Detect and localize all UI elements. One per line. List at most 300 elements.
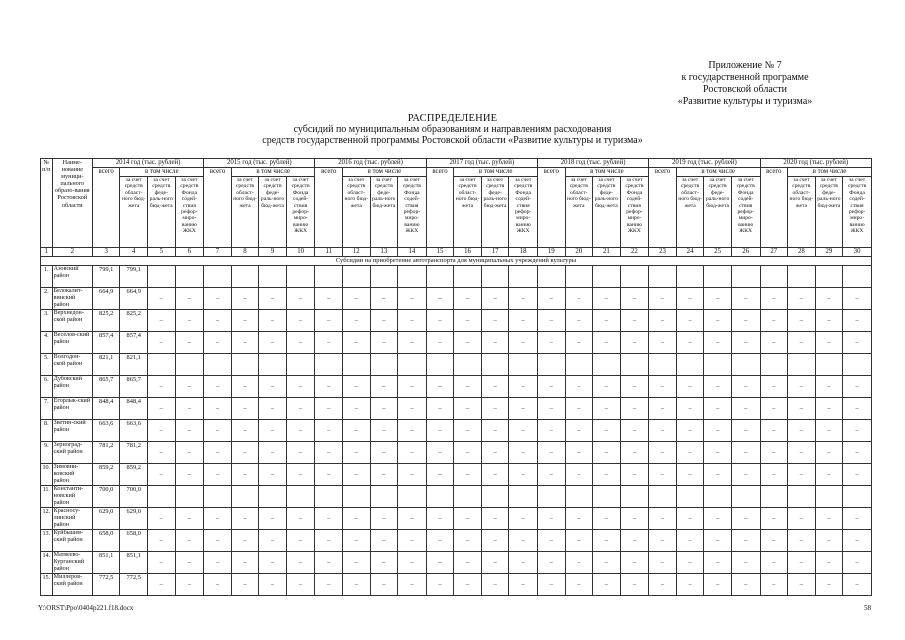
empty-cell: – — [565, 508, 593, 530]
empty-cell: – — [370, 442, 398, 464]
empty-cell: – — [231, 420, 259, 442]
empty-cell: – — [315, 508, 343, 530]
empty-cell — [315, 354, 343, 376]
empty-cell: – — [148, 508, 176, 530]
incl-header: в том числе — [120, 168, 204, 177]
column-number: 16 — [454, 248, 482, 257]
empty-cell: – — [398, 552, 427, 574]
empty-cell: – — [343, 332, 371, 354]
empty-cell — [148, 266, 176, 288]
empty-cell: – — [731, 332, 760, 354]
source-header: за счет средств Фонда содей-ствия рефор-миро-ванию ЖКХ — [620, 177, 649, 248]
source-header: за счет средств феде-раль-ного бюд-жета — [704, 177, 732, 248]
empty-cell — [454, 486, 482, 508]
empty-cell: – — [620, 420, 649, 442]
row-number: 10. — [41, 464, 53, 486]
empty-cell: – — [760, 530, 788, 552]
column-number: 23 — [649, 248, 677, 257]
source-header: за счет средств област-ного бюд-жета — [454, 177, 482, 248]
year-header: 2014 год (тыс. рублей) — [92, 159, 203, 168]
row-number: 3. — [41, 310, 53, 332]
empty-cell: – — [537, 288, 565, 310]
column-number: 18 — [509, 248, 538, 257]
empty-cell: – — [565, 464, 593, 486]
row-regional: 700,0 — [120, 486, 148, 508]
column-number: 2 — [52, 248, 92, 257]
empty-cell: – — [815, 376, 843, 398]
empty-cell: – — [315, 420, 343, 442]
empty-cell — [398, 486, 427, 508]
distribution-table — [40, 158, 872, 596]
empty-cell: – — [788, 332, 816, 354]
table-row — [41, 310, 872, 332]
empty-cell: – — [481, 398, 509, 420]
empty-cell: – — [731, 288, 760, 310]
empty-cell: – — [565, 530, 593, 552]
empty-cell: – — [704, 420, 732, 442]
empty-cell: – — [760, 420, 788, 442]
empty-cell: – — [649, 508, 677, 530]
empty-cell: – — [565, 552, 593, 574]
row-total: 781,2 — [92, 442, 120, 464]
annex-line: Ростовской области — [703, 84, 787, 95]
empty-cell: – — [175, 310, 204, 332]
empty-cell: – — [454, 332, 482, 354]
empty-cell: – — [788, 288, 816, 310]
empty-cell: – — [370, 552, 398, 574]
empty-cell: – — [175, 464, 204, 486]
empty-cell — [815, 354, 843, 376]
empty-cell: – — [676, 530, 704, 552]
row-regional: 799,1 — [120, 266, 148, 288]
empty-cell: – — [481, 442, 509, 464]
empty-cell: – — [788, 376, 816, 398]
municipality-name: Зерноград-ский район — [52, 442, 92, 464]
empty-cell — [676, 266, 704, 288]
empty-cell — [843, 486, 872, 508]
empty-cell: – — [259, 552, 287, 574]
total-header: всего — [204, 168, 232, 248]
municipality-name: Зимовни-ковский район — [52, 464, 92, 486]
empty-cell — [620, 266, 649, 288]
empty-cell: – — [731, 530, 760, 552]
empty-cell: – — [676, 332, 704, 354]
empty-cell: – — [593, 288, 621, 310]
column-number: 27 — [760, 248, 788, 257]
empty-cell: – — [620, 464, 649, 486]
empty-cell: – — [286, 420, 315, 442]
empty-cell: – — [843, 420, 872, 442]
annex-block — [635, 60, 855, 108]
empty-cell: – — [259, 332, 287, 354]
total-header: всего — [426, 168, 454, 248]
empty-cell: – — [537, 398, 565, 420]
empty-cell: – — [175, 552, 204, 574]
empty-cell: – — [704, 398, 732, 420]
empty-cell: – — [537, 332, 565, 354]
source-header: за счет средств област-ного бюд-жета — [343, 177, 371, 248]
municipality-name: Веселов-ский район — [52, 332, 92, 354]
empty-cell: – — [315, 442, 343, 464]
empty-cell: – — [676, 552, 704, 574]
empty-cell: – — [704, 310, 732, 332]
empty-cell: – — [815, 464, 843, 486]
empty-cell: – — [620, 508, 649, 530]
empty-cell: – — [788, 420, 816, 442]
empty-cell: – — [620, 376, 649, 398]
document-heading — [0, 113, 905, 146]
empty-cell: – — [509, 332, 538, 354]
source-header: за счет средств Фонда содей-ствия рефор-миро-ванию ЖКХ — [509, 177, 538, 248]
empty-cell: – — [426, 376, 454, 398]
empty-cell — [148, 486, 176, 508]
empty-cell: – — [454, 552, 482, 574]
empty-cell: – — [731, 464, 760, 486]
empty-cell: – — [731, 310, 760, 332]
incl-header: в том числе — [231, 168, 315, 177]
empty-cell: – — [426, 530, 454, 552]
empty-cell: – — [148, 420, 176, 442]
year-header: 2016 год (тыс. рублей) — [315, 159, 426, 168]
empty-cell: – — [148, 552, 176, 574]
empty-cell: – — [843, 508, 872, 530]
empty-cell: – — [509, 420, 538, 442]
empty-cell: – — [649, 464, 677, 486]
column-number: 13 — [370, 248, 398, 257]
empty-cell — [370, 266, 398, 288]
empty-cell: – — [204, 332, 232, 354]
empty-cell: – — [620, 442, 649, 464]
empty-cell: – — [815, 332, 843, 354]
empty-cell: – — [259, 288, 287, 310]
source-header: за счет средств феде-раль-ного бюд-жета — [815, 177, 843, 248]
empty-cell: – — [204, 398, 232, 420]
empty-cell: – — [426, 398, 454, 420]
empty-cell: – — [286, 552, 315, 574]
empty-cell: – — [509, 288, 538, 310]
empty-cell — [370, 486, 398, 508]
table-row — [41, 376, 872, 398]
empty-cell: – — [760, 398, 788, 420]
row-regional: 851,1 — [120, 552, 148, 574]
row-number: 14. — [41, 552, 53, 574]
column-number: 20 — [565, 248, 593, 257]
source-header: за счет средств Фонда содей-ствия рефор-миро-ванию ЖКХ — [731, 177, 760, 248]
empty-cell: – — [343, 442, 371, 464]
row-number: 12. — [41, 508, 53, 530]
empty-cell: – — [481, 310, 509, 332]
empty-cell — [231, 486, 259, 508]
empty-cell — [843, 354, 872, 376]
file-path: Y:\ORST\Ppo\0404p221.f18.docx — [38, 604, 134, 612]
empty-cell: – — [649, 376, 677, 398]
empty-cell: – — [259, 310, 287, 332]
empty-cell: – — [231, 310, 259, 332]
empty-cell: – — [370, 376, 398, 398]
empty-cell: – — [788, 310, 816, 332]
empty-cell: – — [398, 288, 427, 310]
source-header: за счет средств Фонда содей-ствия рефор-миро-ванию ЖКХ — [398, 177, 427, 248]
empty-cell — [649, 354, 677, 376]
empty-cell: – — [454, 574, 482, 596]
col-header-name: Наиме-нование муници-пального образо-вания Ростовской области — [52, 159, 92, 248]
empty-cell: – — [704, 442, 732, 464]
row-total: 658,0 — [92, 530, 120, 552]
empty-cell: – — [537, 552, 565, 574]
empty-cell: – — [815, 398, 843, 420]
empty-cell: – — [565, 376, 593, 398]
empty-cell: – — [398, 376, 427, 398]
empty-cell — [593, 486, 621, 508]
table-row — [41, 354, 872, 376]
empty-cell: – — [343, 398, 371, 420]
empty-cell: – — [343, 376, 371, 398]
empty-cell: – — [231, 332, 259, 354]
empty-cell: – — [704, 574, 732, 596]
municipality-name: Матвеево-Курганский район — [52, 552, 92, 574]
empty-cell: – — [676, 376, 704, 398]
empty-cell: – — [148, 464, 176, 486]
empty-cell: – — [398, 310, 427, 332]
empty-cell: – — [454, 508, 482, 530]
empty-cell: – — [843, 376, 872, 398]
empty-cell: – — [343, 288, 371, 310]
empty-cell: – — [731, 574, 760, 596]
empty-cell: – — [481, 552, 509, 574]
empty-cell: – — [537, 376, 565, 398]
source-header: за счет средств Фонда содей-ствия рефор-миро-ванию ЖКХ — [286, 177, 315, 248]
empty-cell — [788, 486, 816, 508]
source-header: за счет средств област-ного бюд-жета — [788, 177, 816, 248]
document-subtitle: субсидий по муниципальным образованиям и направлениям расходования — [293, 124, 612, 135]
empty-cell: – — [231, 508, 259, 530]
empty-cell: – — [537, 420, 565, 442]
empty-cell: – — [788, 574, 816, 596]
column-number: 4 — [120, 248, 148, 257]
empty-cell: – — [370, 464, 398, 486]
empty-cell: – — [788, 464, 816, 486]
empty-cell: – — [315, 288, 343, 310]
empty-cell — [175, 354, 204, 376]
empty-cell — [760, 354, 788, 376]
column-number: 21 — [593, 248, 621, 257]
empty-cell: – — [704, 530, 732, 552]
year-header: 2019 год (тыс. рублей) — [649, 159, 760, 168]
empty-cell: – — [426, 288, 454, 310]
empty-cell — [481, 354, 509, 376]
total-header: всего — [649, 168, 677, 248]
empty-cell: – — [454, 530, 482, 552]
empty-cell: – — [815, 574, 843, 596]
empty-cell: – — [175, 508, 204, 530]
column-number: 8 — [231, 248, 259, 257]
empty-cell — [286, 266, 315, 288]
column-number: 25 — [704, 248, 732, 257]
row-total: 857,4 — [92, 332, 120, 354]
empty-cell: – — [509, 310, 538, 332]
empty-cell: – — [760, 574, 788, 596]
empty-cell: – — [148, 376, 176, 398]
empty-cell: – — [398, 464, 427, 486]
municipality-name: Константи-новский район — [52, 486, 92, 508]
empty-cell: – — [398, 574, 427, 596]
row-regional: 848,4 — [120, 398, 148, 420]
empty-cell: – — [649, 574, 677, 596]
empty-cell: – — [343, 574, 371, 596]
empty-cell: – — [649, 310, 677, 332]
col-header-no: № п/п — [41, 159, 53, 248]
row-number: 5. — [41, 354, 53, 376]
empty-cell: – — [843, 464, 872, 486]
empty-cell — [760, 486, 788, 508]
empty-cell: – — [454, 376, 482, 398]
empty-cell — [731, 354, 760, 376]
document-subtitle: средств государственной программы Ростовской области «Развитие культуры и туризма» — [262, 135, 643, 146]
row-total: 772,5 — [92, 574, 120, 596]
row-regional: 664,9 — [120, 288, 148, 310]
column-number: 9 — [259, 248, 287, 257]
empty-cell: – — [676, 464, 704, 486]
empty-cell — [649, 266, 677, 288]
empty-cell: – — [426, 442, 454, 464]
row-total: 664,9 — [92, 288, 120, 310]
empty-cell: – — [343, 310, 371, 332]
total-header: всего — [537, 168, 565, 248]
empty-cell — [593, 354, 621, 376]
empty-cell: – — [843, 332, 872, 354]
empty-cell — [259, 266, 287, 288]
empty-cell: – — [676, 288, 704, 310]
empty-cell — [370, 354, 398, 376]
empty-cell — [231, 354, 259, 376]
empty-cell: – — [731, 376, 760, 398]
row-regional: 663,6 — [120, 420, 148, 442]
row-total: 700,0 — [92, 486, 120, 508]
row-number: 11. — [41, 486, 53, 508]
empty-cell — [315, 486, 343, 508]
empty-cell — [204, 266, 232, 288]
empty-cell: – — [426, 310, 454, 332]
column-number: 28 — [788, 248, 816, 257]
empty-cell — [148, 354, 176, 376]
empty-cell: – — [815, 310, 843, 332]
empty-cell: – — [315, 332, 343, 354]
empty-cell — [426, 354, 454, 376]
empty-cell: – — [204, 552, 232, 574]
empty-cell: – — [204, 574, 232, 596]
row-total: 848,4 — [92, 398, 120, 420]
empty-cell: – — [286, 574, 315, 596]
empty-cell: – — [231, 376, 259, 398]
empty-cell: – — [259, 530, 287, 552]
row-total: 629,0 — [92, 508, 120, 530]
empty-cell: – — [843, 574, 872, 596]
row-total: 865,7 — [92, 376, 120, 398]
row-regional: 781,2 — [120, 442, 148, 464]
source-header: за счет средств област-ного бюд-жета — [676, 177, 704, 248]
incl-header: в том числе — [343, 168, 427, 177]
row-total: 799,1 — [92, 266, 120, 288]
source-header: за счет средств феде-раль-ного бюд-жета — [593, 177, 621, 248]
empty-cell: – — [148, 288, 176, 310]
empty-cell: – — [343, 530, 371, 552]
empty-cell: – — [370, 574, 398, 596]
empty-cell: – — [649, 398, 677, 420]
empty-cell: – — [676, 420, 704, 442]
empty-cell — [760, 266, 788, 288]
row-regional: 825,2 — [120, 310, 148, 332]
empty-cell: – — [259, 574, 287, 596]
empty-cell: – — [286, 442, 315, 464]
empty-cell: – — [370, 420, 398, 442]
empty-cell: – — [259, 376, 287, 398]
empty-cell: – — [704, 376, 732, 398]
empty-cell — [454, 266, 482, 288]
year-header: 2018 год (тыс. рублей) — [537, 159, 648, 168]
empty-cell: – — [620, 310, 649, 332]
empty-cell: – — [426, 332, 454, 354]
column-number: 14 — [398, 248, 427, 257]
empty-cell: – — [454, 420, 482, 442]
empty-cell: – — [231, 552, 259, 574]
empty-cell: – — [676, 508, 704, 530]
empty-cell: – — [731, 442, 760, 464]
municipality-name: Миллеров-ский район — [52, 574, 92, 596]
empty-cell: – — [788, 398, 816, 420]
empty-cell: – — [259, 508, 287, 530]
column-number: 26 — [731, 248, 760, 257]
empty-cell: – — [370, 508, 398, 530]
empty-cell: – — [620, 552, 649, 574]
empty-cell: – — [175, 332, 204, 354]
empty-cell: – — [815, 530, 843, 552]
empty-cell — [815, 266, 843, 288]
column-number: 10 — [286, 248, 315, 257]
empty-cell: – — [815, 552, 843, 574]
empty-cell: – — [231, 442, 259, 464]
empty-cell — [259, 486, 287, 508]
empty-cell: – — [148, 332, 176, 354]
row-total: 851,1 — [92, 552, 120, 574]
empty-cell — [259, 354, 287, 376]
empty-cell — [454, 354, 482, 376]
empty-cell: – — [398, 420, 427, 442]
empty-cell: – — [565, 442, 593, 464]
empty-cell: – — [593, 464, 621, 486]
row-total: 859,2 — [92, 464, 120, 486]
empty-cell: – — [815, 420, 843, 442]
table-row — [41, 266, 872, 288]
empty-cell — [704, 486, 732, 508]
municipality-name: Дубовский район — [52, 376, 92, 398]
table-row — [41, 288, 872, 310]
empty-cell — [481, 486, 509, 508]
empty-cell — [565, 266, 593, 288]
empty-cell: – — [481, 420, 509, 442]
municipality-name: Куйбышев-ский район — [52, 530, 92, 552]
column-number: 19 — [537, 248, 565, 257]
empty-cell — [565, 354, 593, 376]
empty-cell: – — [343, 464, 371, 486]
row-total: 821,1 — [92, 354, 120, 376]
empty-cell: – — [843, 398, 872, 420]
empty-cell — [704, 354, 732, 376]
empty-cell — [537, 486, 565, 508]
empty-cell: – — [509, 464, 538, 486]
empty-cell: – — [649, 332, 677, 354]
empty-cell — [731, 486, 760, 508]
empty-cell — [649, 486, 677, 508]
